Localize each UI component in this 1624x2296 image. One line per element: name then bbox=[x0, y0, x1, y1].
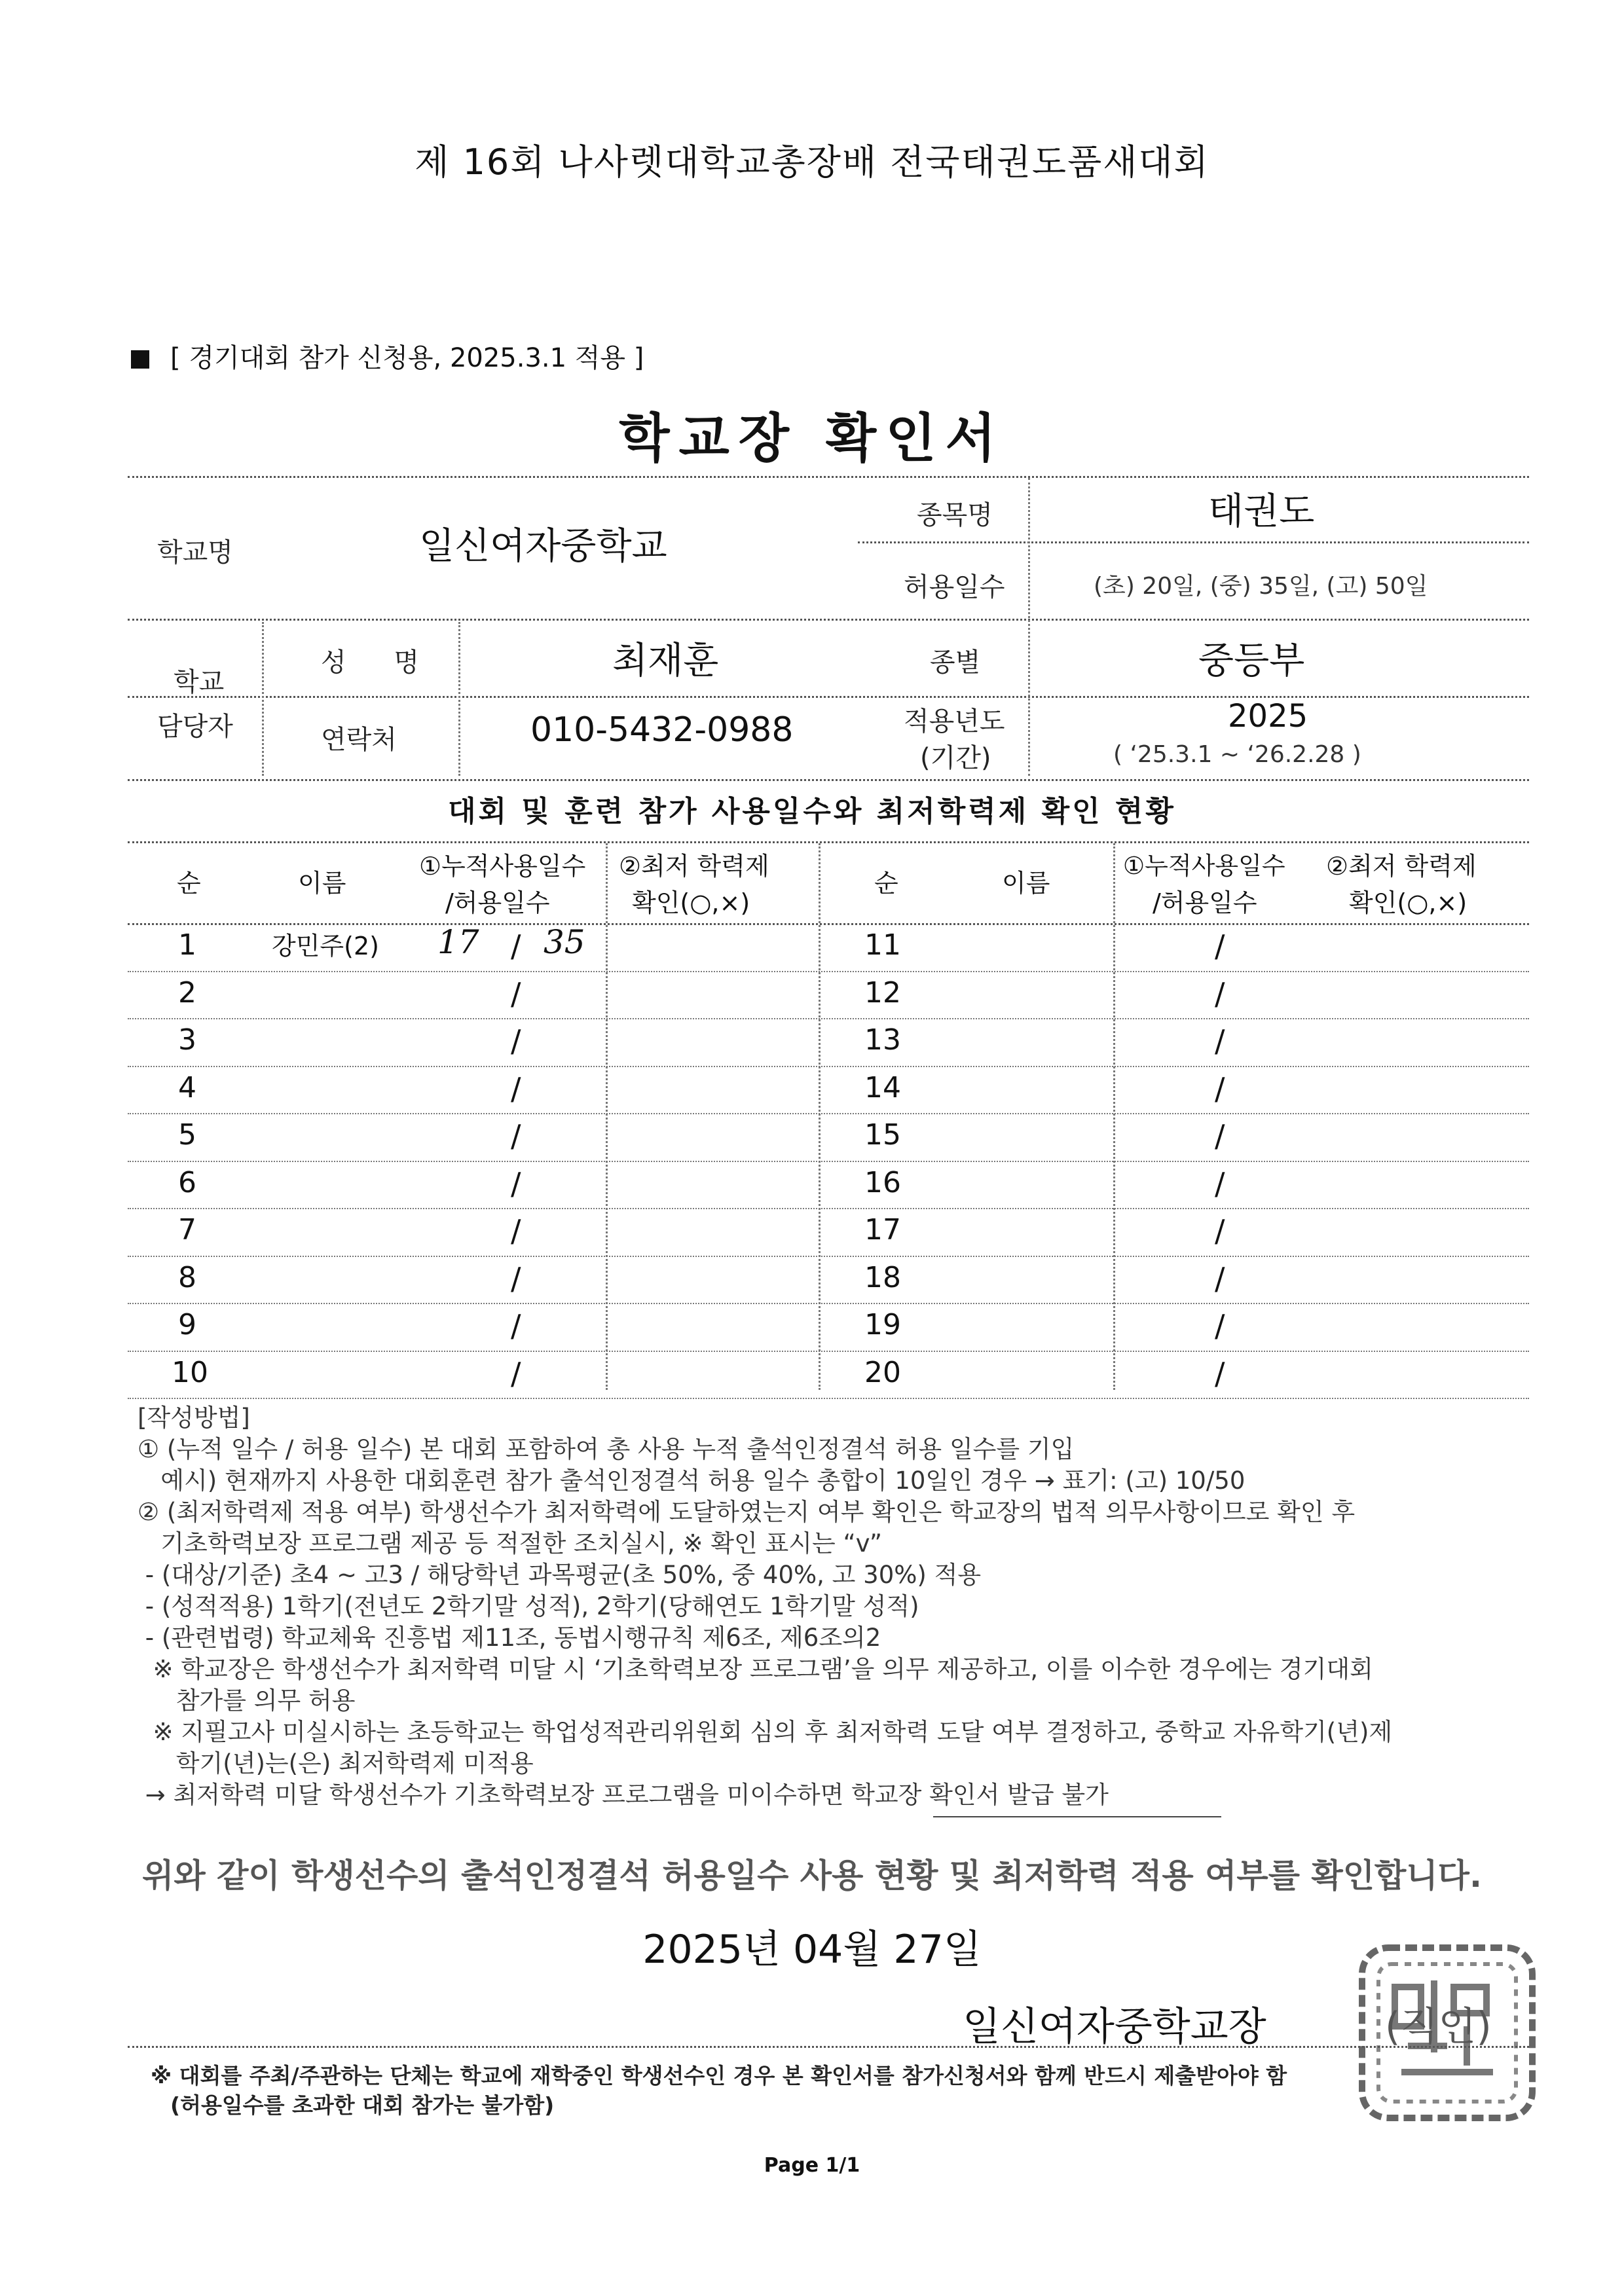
seal-label: (직인) bbox=[1385, 2004, 1492, 2050]
col-header-name: 이름 bbox=[298, 869, 346, 898]
row-rule bbox=[128, 1256, 1529, 1257]
col-header-days: ①누적사용일수 bbox=[419, 852, 586, 881]
division-value: 중등부 bbox=[1198, 640, 1305, 682]
days-separator: / bbox=[1215, 1165, 1225, 1201]
division-label: 종별 bbox=[930, 647, 981, 678]
row-rule bbox=[128, 1066, 1529, 1067]
confirmation-text: 위와 같이 학생선수의 출석인정결석 허용일수 사용 현황 및 최저학력 적용 여부를 확인합니다. bbox=[142, 1857, 1482, 1895]
days-separator: / bbox=[1215, 1118, 1225, 1154]
days-separator: / bbox=[511, 1023, 521, 1059]
rule bbox=[128, 696, 1529, 698]
manager-label-2: 담당자 bbox=[157, 712, 233, 742]
used-days: 17 bbox=[437, 923, 479, 961]
row-number: 5 bbox=[178, 1118, 196, 1152]
allowed-days: 35 bbox=[544, 923, 585, 961]
row-number: 17 bbox=[864, 1213, 901, 1247]
notice-text: [ 경기대회 참가 신청용, 2025.3.1 적용 ] bbox=[170, 343, 644, 373]
manager-name: 최재훈 bbox=[612, 640, 719, 682]
days-separator: / bbox=[511, 928, 521, 964]
rule bbox=[128, 923, 1529, 925]
footnote-line-2: (허용일수를 초과한 대회 참가는 불가함) bbox=[170, 2092, 555, 2118]
guide-line: 학기(년)는(은) 최저학력제 미적용 bbox=[138, 1749, 534, 1777]
issue-date: 2025년 04월 27일 bbox=[642, 1927, 982, 1973]
period-label: (기간) bbox=[920, 743, 991, 773]
row-number: 14 bbox=[864, 1070, 901, 1104]
days-separator: / bbox=[511, 1355, 521, 1391]
col-header-name-right: 이름 bbox=[1002, 869, 1050, 898]
rule bbox=[1113, 843, 1115, 1390]
row-number: 2 bbox=[178, 975, 196, 1010]
guide-line: → 최저학력 미달 학생선수가 기초학력보장 프로그램을 미이수하면 학교장 확인서 발급 불가 bbox=[138, 1781, 1109, 1809]
row-number: 13 bbox=[864, 1023, 901, 1057]
days-separator: / bbox=[1215, 1355, 1225, 1391]
rule bbox=[1028, 478, 1030, 776]
days-separator: / bbox=[511, 1308, 521, 1343]
student-name: 강민주(2) bbox=[272, 932, 379, 960]
guide-line: 참가를 의무 허용 bbox=[138, 1686, 356, 1715]
days-separator: / bbox=[1215, 928, 1225, 964]
notice-line bbox=[131, 337, 644, 374]
row-number: 1 bbox=[178, 928, 196, 962]
manager-label: 학교 bbox=[174, 667, 225, 697]
days-separator: / bbox=[1215, 975, 1225, 1011]
guide-line: ① (누적 일수 / 허용 일수) 본 대회 포함하여 총 사용 누적 출석인정결석 허용 일수를 기입 bbox=[138, 1435, 1075, 1463]
days-separator: / bbox=[1215, 1070, 1225, 1106]
row-rule bbox=[128, 1351, 1529, 1352]
days-separator: / bbox=[511, 1118, 521, 1154]
rule bbox=[606, 843, 608, 1390]
rule bbox=[458, 622, 460, 776]
guide-line: 예시) 현재까지 사용한 대회훈련 참가 출석인정결석 허용 일수 총합이 10일인 경우 → 표기: (고) 10/50 bbox=[138, 1467, 1246, 1495]
row-rule bbox=[128, 1398, 1529, 1399]
row-number: 3 bbox=[178, 1023, 196, 1057]
guide-line: - (성적적용) 1학기(전년도 2학기말 성적), 2학기(당해연도 1학기말 성적) bbox=[138, 1592, 919, 1620]
row-number: 9 bbox=[178, 1308, 196, 1341]
col-header-check-2-right: 확인(○,×) bbox=[1349, 888, 1467, 917]
row-number: 16 bbox=[864, 1165, 901, 1199]
days-separator: / bbox=[1215, 1023, 1225, 1059]
col-header-check: ②최저 학력제 bbox=[619, 852, 769, 881]
row-rule bbox=[128, 971, 1529, 972]
rule bbox=[128, 619, 1529, 621]
rule bbox=[128, 476, 1529, 478]
bullet-square-icon bbox=[131, 350, 149, 369]
row-number: 20 bbox=[864, 1355, 901, 1389]
row-number: 10 bbox=[172, 1355, 208, 1389]
row-rule bbox=[128, 1161, 1529, 1162]
guide-line: ※ 학교장은 학생선수가 최저학력 미달 시 ‘기초학력보장 프로그램’을 의무 제공하고, 이를 이수한 경우에는 경기대회 bbox=[138, 1655, 1373, 1683]
guide-line: 기초학력보장 프로그램 제공 등 적절한 조치실시, ※ 확인 표시는 “v” bbox=[138, 1529, 883, 1558]
row-rule bbox=[128, 1303, 1529, 1304]
rule bbox=[128, 2046, 1529, 2048]
col-header-no: 순 bbox=[177, 869, 201, 898]
row-number: 18 bbox=[864, 1260, 901, 1294]
col-header-days-right: ①누적사용일수 bbox=[1123, 852, 1285, 880]
row-number: 7 bbox=[178, 1213, 196, 1247]
row-rule bbox=[128, 1113, 1529, 1114]
guide-line: ② (최저학력제 적용 여부) 학생선수가 최저학력에 도달하였는지 여부 확인은 학교장의 법적 의무사항이므로 확인 후 bbox=[138, 1498, 1356, 1526]
days-separator: / bbox=[1215, 1213, 1225, 1248]
page-number: Page 1/1 bbox=[764, 2154, 860, 2177]
col-header-days-2: /허용일수 bbox=[445, 888, 550, 917]
sport-value: 태권도 bbox=[1208, 490, 1315, 533]
row-number: 15 bbox=[864, 1118, 901, 1152]
row-rule bbox=[128, 1018, 1529, 1019]
row-number: 19 bbox=[864, 1308, 901, 1341]
contact-value: 010-5432-0988 bbox=[530, 710, 794, 750]
school-name: 일신여자중학교 bbox=[419, 525, 667, 568]
year-label: 적용년도 bbox=[904, 706, 1005, 737]
col-header-days-2-right: /허용일수 bbox=[1153, 888, 1257, 917]
school-label: 학교명 bbox=[157, 538, 233, 568]
guide-line: - (관련법령) 학교체육 진흥법 제11조, 동법시행규칙 제6조, 제6조의2 bbox=[138, 1624, 881, 1652]
col-header-check-right: ②최저 학력제 bbox=[1326, 852, 1477, 881]
days-separator: / bbox=[511, 1070, 521, 1106]
days-separator: / bbox=[1215, 1260, 1225, 1296]
days-separator: / bbox=[511, 1213, 521, 1248]
rule bbox=[858, 541, 1529, 543]
col-header-no-right: 순 bbox=[874, 869, 898, 898]
rule bbox=[128, 841, 1529, 843]
name-label: 성 명 bbox=[321, 647, 439, 678]
signer-name: 일신여자중학교장 bbox=[963, 2004, 1266, 2050]
days-separator: / bbox=[511, 1165, 521, 1201]
allowed-days-label: 허용일수 bbox=[904, 572, 1005, 602]
rule bbox=[128, 779, 1529, 781]
row-number: 12 bbox=[864, 975, 901, 1010]
guide-title: [작성방법] bbox=[138, 1404, 250, 1432]
sport-label: 종목명 bbox=[917, 500, 993, 530]
year-value: 2025 bbox=[1228, 698, 1308, 735]
col-header-check-2: 확인(○,×) bbox=[632, 888, 750, 917]
row-number: 6 bbox=[178, 1165, 196, 1199]
underline bbox=[933, 1816, 1221, 1817]
rule bbox=[262, 622, 264, 776]
guide-line: ※ 지필고사 미실시하는 초등학교는 학업성적관리위원회 심의 후 최저학력 도달 여부 결정하고, 중학교 자유학기(년)제 bbox=[138, 1718, 1393, 1746]
event-title: 제 16회 나사렛대학교총장배 전국태권도품새대회 bbox=[415, 141, 1209, 183]
days-separator: / bbox=[1215, 1308, 1225, 1343]
footnote-line-1: ※ 대회를 주최/주관하는 단체는 학교에 재학중인 학생선수인 경우 본 확인서를 참가신청서와 함께 반드시 제출받아야 함 bbox=[151, 2063, 1287, 2088]
row-number: 4 bbox=[178, 1070, 196, 1104]
days-separator: / bbox=[511, 975, 521, 1011]
row-number: 11 bbox=[864, 928, 901, 962]
days-separator: / bbox=[511, 1260, 521, 1296]
contact-label: 연락처 bbox=[321, 725, 397, 755]
period-value: ( ‘25.3.1 ~ ‘26.2.28 ) bbox=[1113, 741, 1361, 768]
document-title: 학교장 확인서 bbox=[619, 408, 1005, 469]
guide-line: - (대상/기준) 초4 ~ 고3 / 해당학년 과목평균(초 50%, 중 40%, 고 30%) 적용 bbox=[138, 1561, 982, 1589]
rule bbox=[819, 843, 821, 1390]
section-title: 대회 및 훈련 참가 사용일수와 최저학력제 확인 현황 bbox=[448, 795, 1176, 828]
row-number: 8 bbox=[178, 1260, 196, 1294]
allowed-days-value: (초) 20일, (중) 35일, (고) 50일 bbox=[1094, 573, 1428, 600]
row-rule bbox=[128, 1208, 1529, 1209]
